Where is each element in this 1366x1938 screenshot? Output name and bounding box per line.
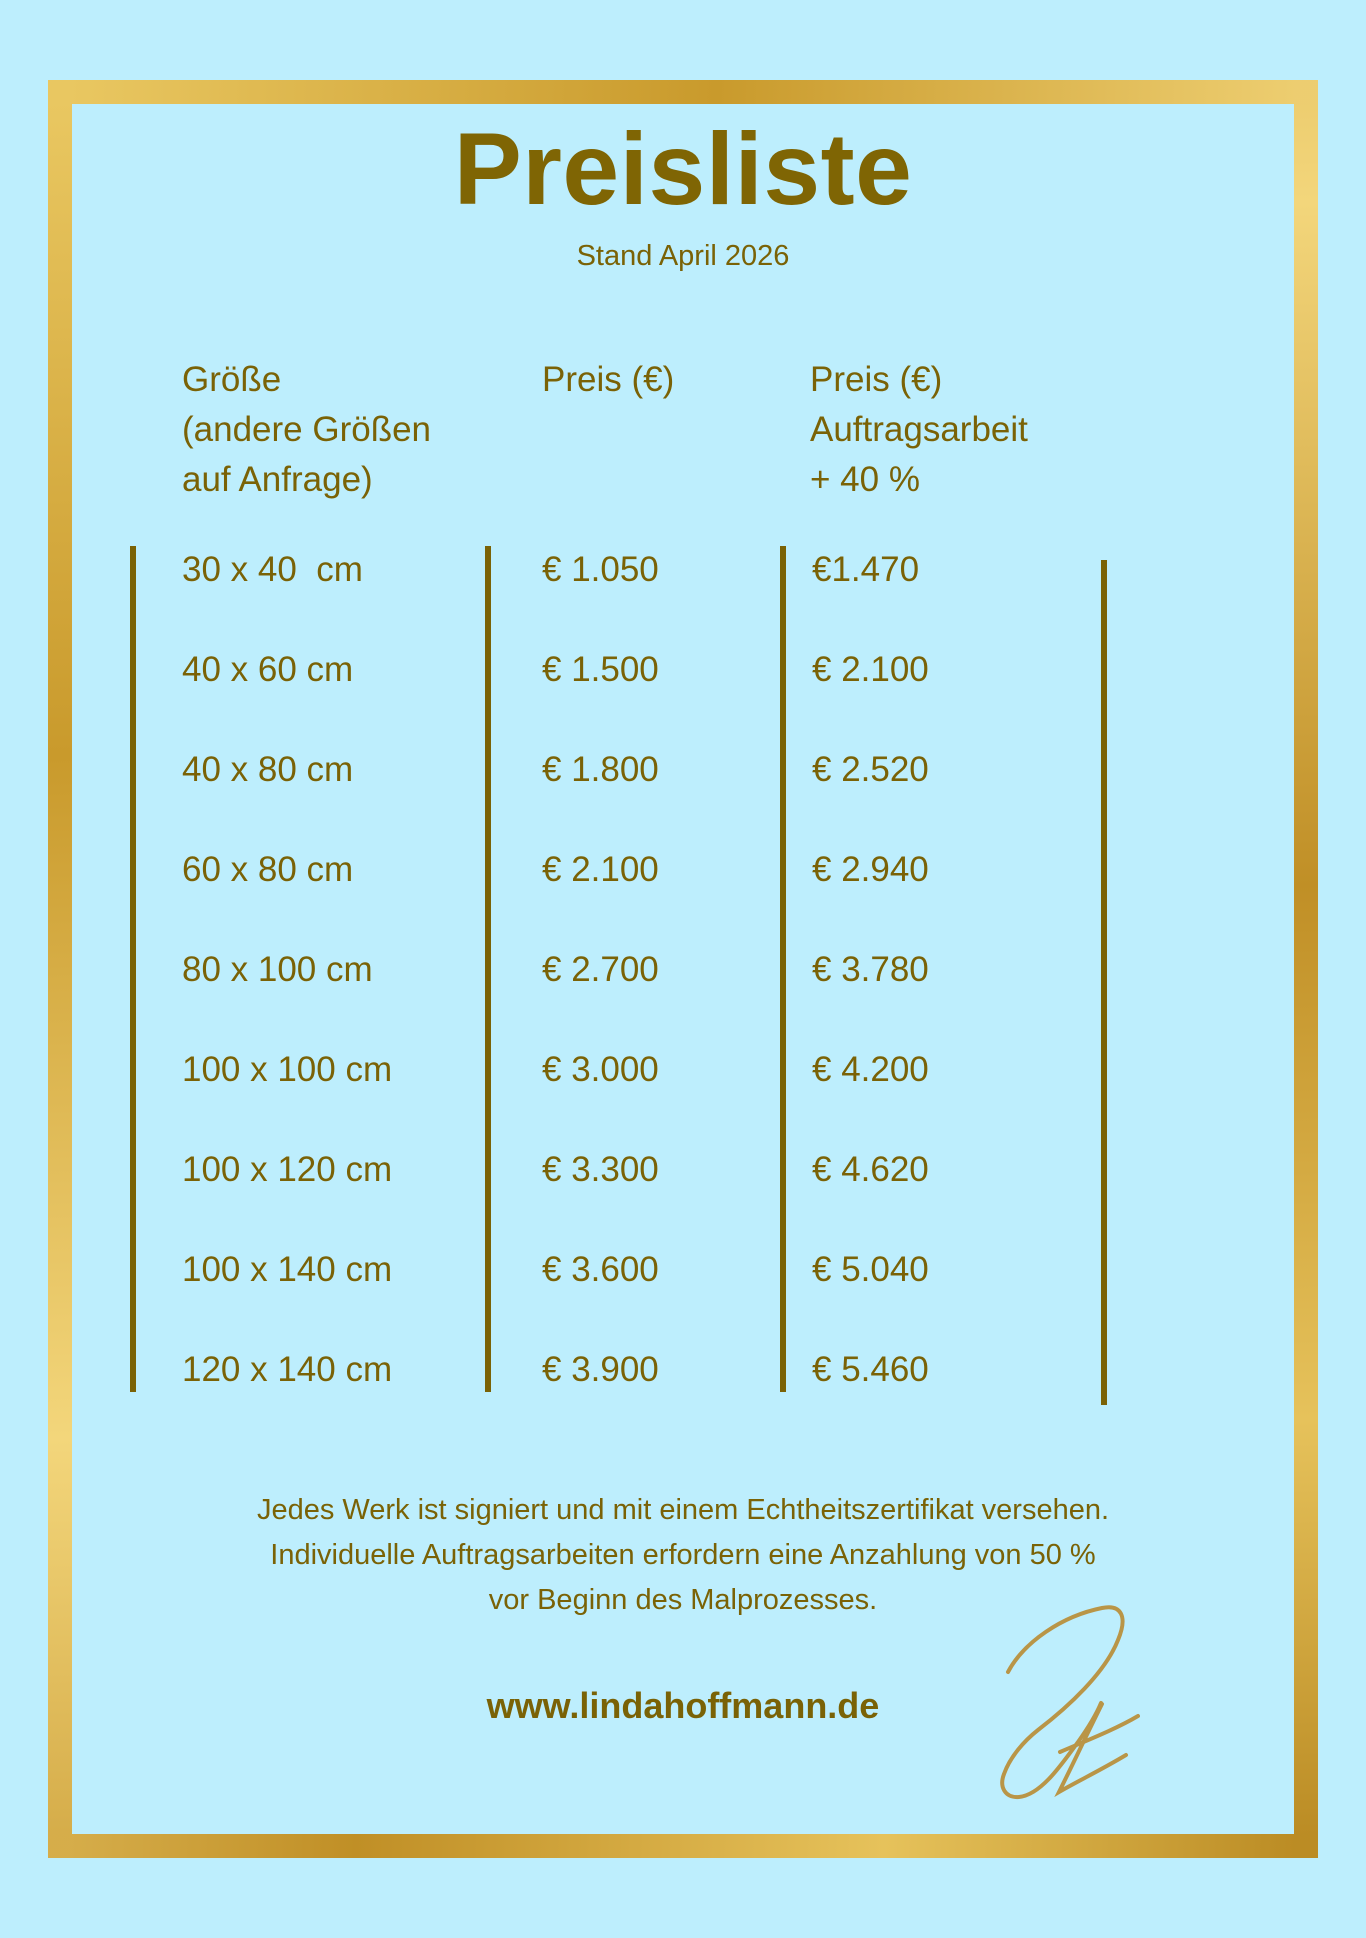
price-cell: € 3.600 [542, 1250, 659, 1289]
commission-cell: € 5.460 [812, 1350, 929, 1389]
column-header-commission-line: + 40 % [810, 460, 920, 499]
commission-cell: € 3.780 [812, 950, 929, 989]
size-cell: 30 x 40 cm [182, 550, 363, 589]
table-divider [130, 546, 136, 1392]
column-header-commission-line: Preis (€) [810, 360, 943, 399]
table-divider [485, 546, 491, 1392]
column-header-commission [810, 355, 1028, 505]
signature-icon [990, 1604, 1140, 1810]
page-title: Preisliste [453, 112, 913, 226]
size-cell: 100 x 120 cm [182, 1150, 393, 1189]
footer-note-line: Individuelle Auftragsarbeiten erfordern eine Anzahlung von 50 % [270, 1539, 1096, 1571]
commission-cell: € 2.100 [812, 650, 929, 689]
price-cell: € 3.300 [542, 1150, 659, 1189]
size-cell: 40 x 60 cm [182, 650, 354, 689]
size-cell: 60 x 80 cm [182, 850, 354, 889]
commission-cell: €1.470 [812, 550, 920, 589]
size-cell: 80 x 100 cm [182, 950, 373, 989]
column-header-size-line: Größe [182, 360, 282, 399]
table-divider [780, 546, 786, 1392]
price-cell: € 2.700 [542, 950, 659, 989]
column-header-size [182, 355, 431, 505]
column-header-commission-line: Auftragsarbeit [810, 410, 1028, 449]
commission-cell: € 4.620 [812, 1150, 929, 1189]
commission-cell: € 2.520 [812, 750, 929, 789]
column-header-size-line: (andere Größen [182, 410, 432, 449]
column-header-price-line: Preis (€) [542, 360, 675, 399]
size-cell: 40 x 80 cm [182, 750, 354, 789]
website-link[interactable]: www.lindahoffmann.de [486, 1685, 880, 1726]
price-cell: € 1.800 [542, 750, 659, 789]
column-header-size-line: auf Anfrage) [182, 460, 373, 499]
price-cell: € 3.900 [542, 1350, 659, 1389]
price-cell: € 3.000 [542, 1050, 659, 1089]
footer-note-line: vor Beginn des Malprozesses. [488, 1584, 878, 1616]
commission-cell: € 4.200 [812, 1050, 929, 1089]
size-cell: 120 x 140 cm [182, 1350, 393, 1389]
size-cell: 100 x 140 cm [182, 1250, 393, 1289]
price-cell: € 1.050 [542, 550, 659, 589]
page-subtitle: Stand April 2026 [576, 240, 790, 272]
column-header-price [542, 355, 674, 405]
commission-cell: € 2.940 [812, 850, 929, 889]
commission-cell: € 5.040 [812, 1250, 929, 1289]
footer-note-line: Jedes Werk ist signiert und mit einem Echtheitszertifikat versehen. [256, 1494, 1110, 1526]
size-cell: 100 x 100 cm [182, 1050, 393, 1089]
price-cell: € 1.500 [542, 650, 659, 689]
footer-note [0, 1488, 1366, 1623]
price-cell: € 2.100 [542, 850, 659, 889]
table-divider [1101, 560, 1107, 1405]
